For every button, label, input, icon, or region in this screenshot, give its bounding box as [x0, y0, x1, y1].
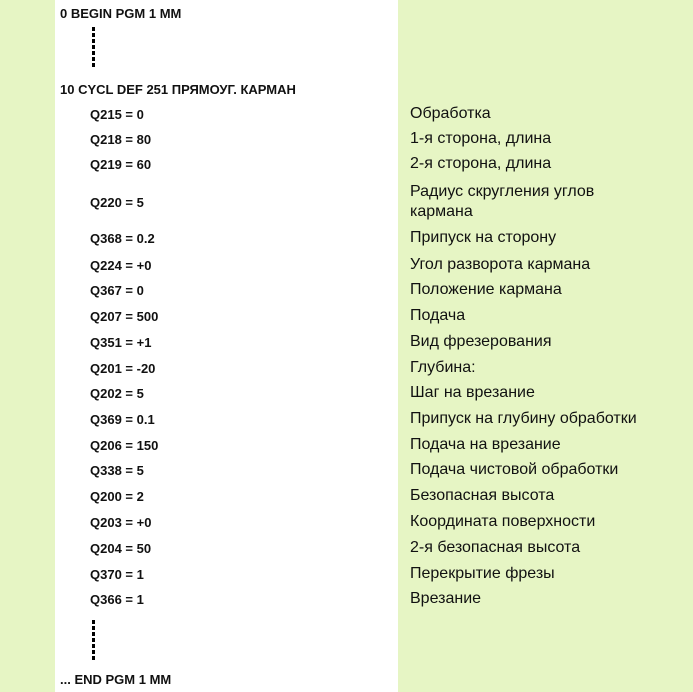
param-code: Q201 = -20 [90, 361, 156, 376]
param-description: Угол разворота кармана [410, 256, 591, 273]
param-code: Q218 = 80 [90, 132, 152, 147]
left-green-margin [0, 0, 55, 692]
param-code: Q207 = 500 [90, 309, 159, 324]
program-begin-line: 0 BEGIN PGM 1 MM [60, 6, 182, 21]
param-code: Q366 = 1 [90, 592, 144, 607]
param-description: 2-я безопасная высота [410, 539, 581, 556]
param-description: Безопасная высота [410, 487, 555, 504]
param-description: 2-я сторона, длина [410, 155, 552, 172]
ellipsis-dots-bottom [92, 620, 95, 662]
ellipsis-dots-top [92, 27, 95, 69]
param-code: Q338 = 5 [90, 463, 144, 478]
param-code: Q368 = 0.2 [90, 231, 155, 246]
param-code: Q224 = +0 [90, 258, 152, 273]
param-code: Q369 = 0.1 [90, 412, 155, 427]
param-description: Подача чистовой обработки [410, 461, 619, 478]
param-description: Положение кармана [410, 281, 562, 298]
param-code: Q203 = +0 [90, 515, 152, 530]
param-description: Подача на врезание [410, 436, 561, 453]
param-description: Вид фрезерования [410, 333, 552, 350]
param-code: Q220 = 5 [90, 195, 144, 210]
param-description: Подача [410, 307, 466, 324]
param-description: Глубина: [410, 359, 476, 376]
param-code: Q202 = 5 [90, 386, 144, 401]
param-description: Обработка [410, 105, 491, 122]
param-description-continued: кармана [410, 203, 473, 220]
param-code: Q215 = 0 [90, 107, 144, 122]
param-description: Припуск на сторону [410, 229, 557, 246]
param-code: Q219 = 60 [90, 157, 152, 172]
param-code: Q204 = 50 [90, 541, 152, 556]
param-code: Q370 = 1 [90, 567, 144, 582]
program-end-line: ... END PGM 1 MM [60, 672, 172, 687]
cycle-def-line: 10 CYCL DEF 251 ПРЯМОУГ. КАРМАН [60, 82, 296, 97]
param-description: Шаг на врезание [410, 384, 535, 401]
param-description: Радиус скругления углов [410, 183, 595, 200]
param-description: Координата поверхности [410, 513, 596, 530]
param-code: Q200 = 2 [90, 489, 144, 504]
param-code: Q367 = 0 [90, 283, 144, 298]
param-code: Q351 = +1 [90, 335, 152, 350]
param-description: Врезание [410, 590, 482, 607]
param-description: Перекрытие фрезы [410, 565, 555, 582]
param-description: Припуск на глубину обработки [410, 410, 637, 427]
param-code: Q206 = 150 [90, 438, 159, 453]
param-description: 1-я сторона, длина [410, 130, 552, 147]
